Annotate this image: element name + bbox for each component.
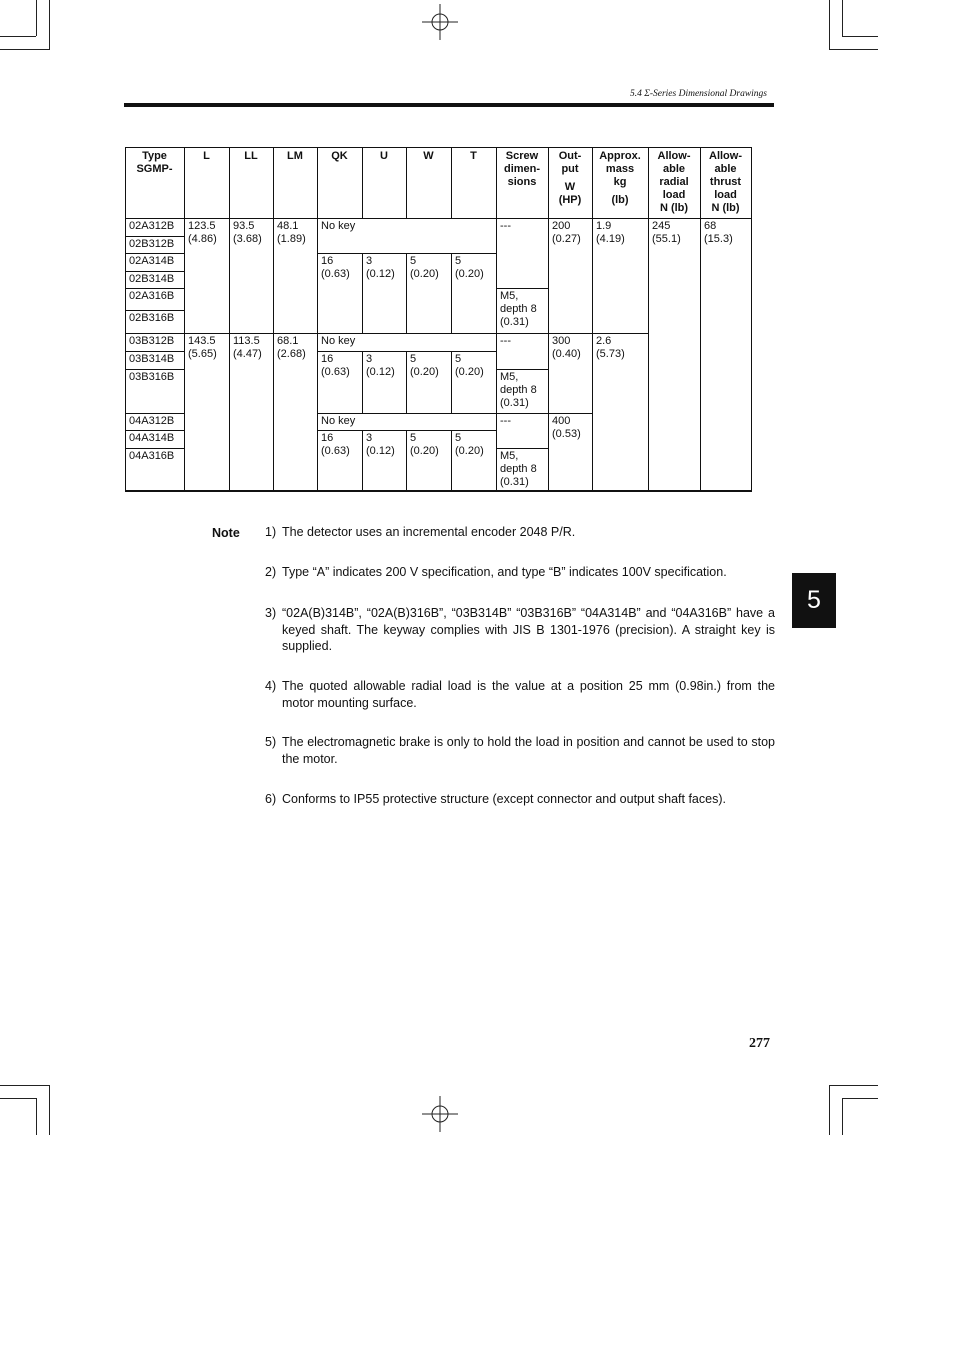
t-value: 5 (0.20) (455, 353, 484, 378)
header-l: L (203, 150, 210, 162)
registration-mark-bottom (420, 1096, 460, 1132)
l-value: 123.5 (4.86) (188, 220, 217, 245)
header-mass: Approx. mass kg (599, 150, 641, 188)
type-cell: 02B314B (129, 273, 175, 285)
header-qk: QK (331, 150, 348, 162)
note-text: “02A(B)314B”, “02A(B)316B”, “03B314B” “03B316B” “04A314B” and “04A316B” have a keyed shaft. The keyway complies with JIS B 1301-1976 (precision). A straight key is supplied. (282, 606, 775, 653)
note-number: 4) (265, 679, 277, 693)
header-lm: LM (287, 150, 303, 162)
qk-no-key: No key (321, 220, 356, 232)
type-cell: 04A316B (129, 450, 175, 462)
note-number: 1) (265, 525, 277, 539)
header-ll: LL (244, 150, 258, 162)
header-output: Out- put (558, 150, 582, 175)
note-text: Conforms to IP55 protective structure (except connector and output shaft faces). (282, 792, 726, 806)
u-value: 3 (0.12) (366, 432, 395, 457)
type-cell: 02A312B (129, 220, 175, 232)
mass-value: 2.6 (5.73) (596, 335, 625, 360)
screw-none: --- (500, 335, 511, 347)
header-rule (124, 103, 774, 107)
page-number: 277 (749, 1036, 770, 1051)
type-cell: 02B316B (129, 312, 175, 324)
header-output-unit: W (HP) (558, 181, 582, 206)
type-cell: 02A316B (129, 290, 175, 302)
mass-value: 1.9 (4.19) (596, 220, 625, 245)
header-mass-unit: (lb) (611, 194, 629, 206)
header-thrust-load: Allow- able thrust load N (lb) (709, 150, 742, 214)
header-u: U (380, 150, 388, 162)
qk-value: 16 (0.63) (321, 432, 350, 457)
radial-load-value: 245 (55.1) (652, 220, 681, 245)
header-w: W (423, 150, 434, 162)
qk-value: 16 (0.63) (321, 255, 350, 280)
note-item (265, 564, 775, 581)
lm-value: 48.1 (1.89) (277, 220, 306, 245)
qk-no-key: No key (321, 415, 356, 427)
note-item (265, 791, 775, 808)
ll-value: 93.5 (3.68) (233, 220, 262, 245)
u-value: 3 (0.12) (366, 255, 395, 280)
header-t: T (470, 150, 477, 162)
w-value: 5 (0.20) (410, 432, 439, 457)
note-label: Note (212, 526, 240, 540)
lm-value: 68.1 (2.68) (277, 335, 306, 360)
screw-value: M5, depth 8 (0.31) (500, 371, 537, 409)
screw-none: --- (500, 415, 511, 427)
type-cell: 03B314B (129, 353, 175, 365)
output-value: 300 (0.40) (552, 335, 581, 360)
note-item (265, 605, 775, 655)
screw-value: M5, depth 8 (0.31) (500, 450, 537, 488)
header-type: Type SGMP- (136, 150, 173, 175)
note-item (265, 524, 775, 541)
t-value: 5 (0.20) (455, 255, 484, 280)
thrust-load-value: 68 (15.3) (704, 220, 733, 245)
screw-none: --- (500, 220, 511, 232)
w-value: 5 (0.20) (410, 353, 439, 378)
type-cell: 03B312B (129, 335, 175, 347)
registration-mark-top (420, 4, 460, 40)
note-item (265, 678, 775, 711)
note-text: The electromagnetic brake is only to hold the load in position and cannot be used to stop the motor. (282, 735, 775, 766)
chapter-tab: 5 (792, 573, 836, 628)
note-text: The quoted allowable radial load is the value at a position 25 mm (0.98in.) from the motor mounting surface. (282, 679, 775, 710)
w-value: 5 (0.20) (410, 255, 439, 280)
qk-value: 16 (0.63) (321, 353, 350, 378)
t-value: 5 (0.20) (455, 432, 484, 457)
qk-no-key: No key (321, 335, 356, 347)
type-cell: 04A314B (129, 432, 175, 444)
header-radial-load: Allow- able radial load N (lb) (657, 150, 691, 214)
section-title: 5.4 Σ-Series Dimensional Drawings (629, 89, 767, 99)
type-cell: 03B316B (129, 371, 175, 383)
ll-value: 113.5 (4.47) (233, 335, 262, 360)
output-value: 200 (0.27) (552, 220, 581, 245)
note-item (265, 734, 775, 767)
type-cell: 02A314B (129, 255, 175, 267)
type-cell: 04A312B (129, 415, 175, 427)
note-number: 6) (265, 792, 277, 806)
type-cell: 02B312B (129, 238, 175, 250)
note-text: The detector uses an incremental encoder 2048 P/R. (282, 525, 576, 539)
u-value: 3 (0.12) (366, 353, 395, 378)
dimension-table (125, 147, 752, 492)
output-value: 400 (0.53) (552, 415, 581, 440)
note-number: 2) (265, 565, 277, 579)
header-screw: Screw dimen- sions (503, 150, 541, 188)
note-number: 5) (265, 735, 277, 749)
note-number: 3) (265, 606, 277, 620)
note-text: Type “A” indicates 200 V specification, and type “B” indicates 100V specification. (282, 565, 727, 579)
screw-value: M5, depth 8 (0.31) (500, 290, 537, 328)
l-value: 143.5 (5.65) (188, 335, 217, 360)
